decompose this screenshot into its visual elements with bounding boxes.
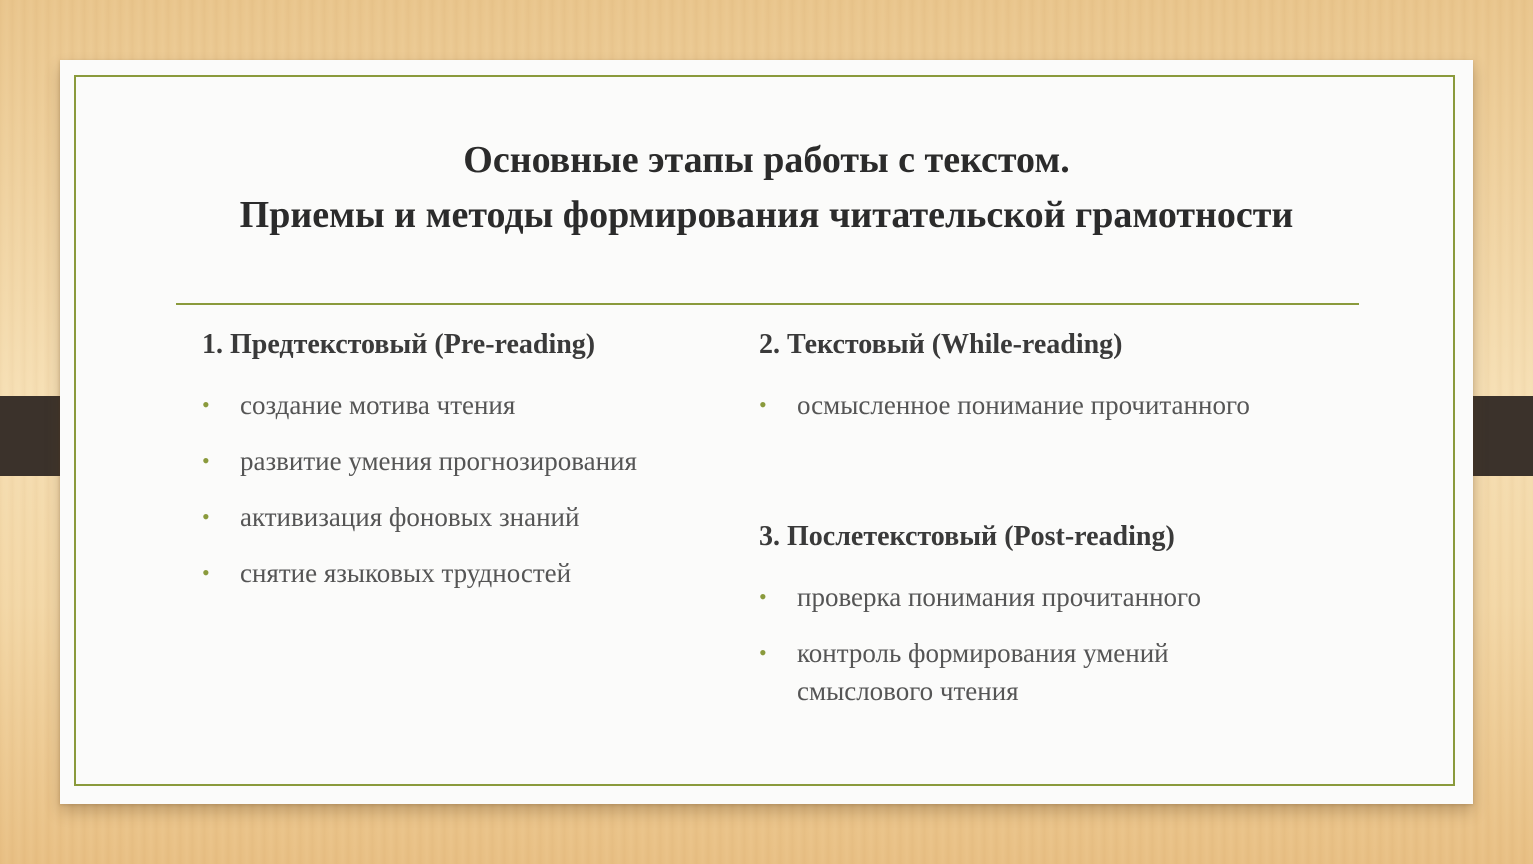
stage-1-column [202, 322, 762, 592]
list-item [759, 578, 1379, 616]
stage-3-list [759, 578, 1379, 710]
list-item [759, 634, 1267, 710]
list-item-text: контроль формирования умений смыслового чтения [797, 638, 1169, 706]
list-item [759, 386, 1379, 424]
list-item-text: проверка понимания прочитанного [797, 582, 1201, 612]
stage-3-heading: 3. Послетекстовый (Post-reading) [759, 521, 1175, 552]
bullet-icon: • [202, 448, 210, 473]
list-item-text: осмысленное понимание прочитанного [797, 390, 1250, 420]
bullet-icon: • [202, 392, 210, 417]
title-line-2: Приемы и методы формирования читательской грамотности [239, 194, 1294, 236]
list-item [202, 554, 762, 592]
list-item-text: развитие умения прогнозирования [240, 446, 637, 476]
title-line-1: Основные этапы работы с текстом. [463, 139, 1070, 181]
stage-2-section [759, 322, 1379, 424]
stage-2-list [759, 386, 1379, 424]
stage-1-list [202, 386, 762, 592]
stage-1-heading: 1. Предтекстовый (Pre-reading) [202, 329, 596, 360]
slide-paper [60, 60, 1473, 804]
stage-3-section [759, 514, 1379, 710]
list-item-text: создание мотива чтения [240, 390, 516, 420]
bullet-icon: • [202, 560, 210, 585]
list-item [202, 386, 762, 424]
bullet-icon: • [759, 584, 767, 609]
slide-title [60, 133, 1473, 243]
list-item-text: снятие языковых трудностей [240, 558, 572, 588]
stage-2-heading: 2. Текстовый (While-reading) [759, 329, 1123, 360]
stage-2-3-column [759, 322, 1379, 710]
list-item [202, 442, 762, 480]
title-divider [176, 303, 1359, 305]
list-item-text: активизация фоновых знаний [240, 502, 580, 532]
list-item [202, 498, 762, 536]
bullet-icon: • [759, 392, 767, 417]
bullet-icon: • [202, 504, 210, 529]
bullet-icon: • [759, 640, 767, 665]
